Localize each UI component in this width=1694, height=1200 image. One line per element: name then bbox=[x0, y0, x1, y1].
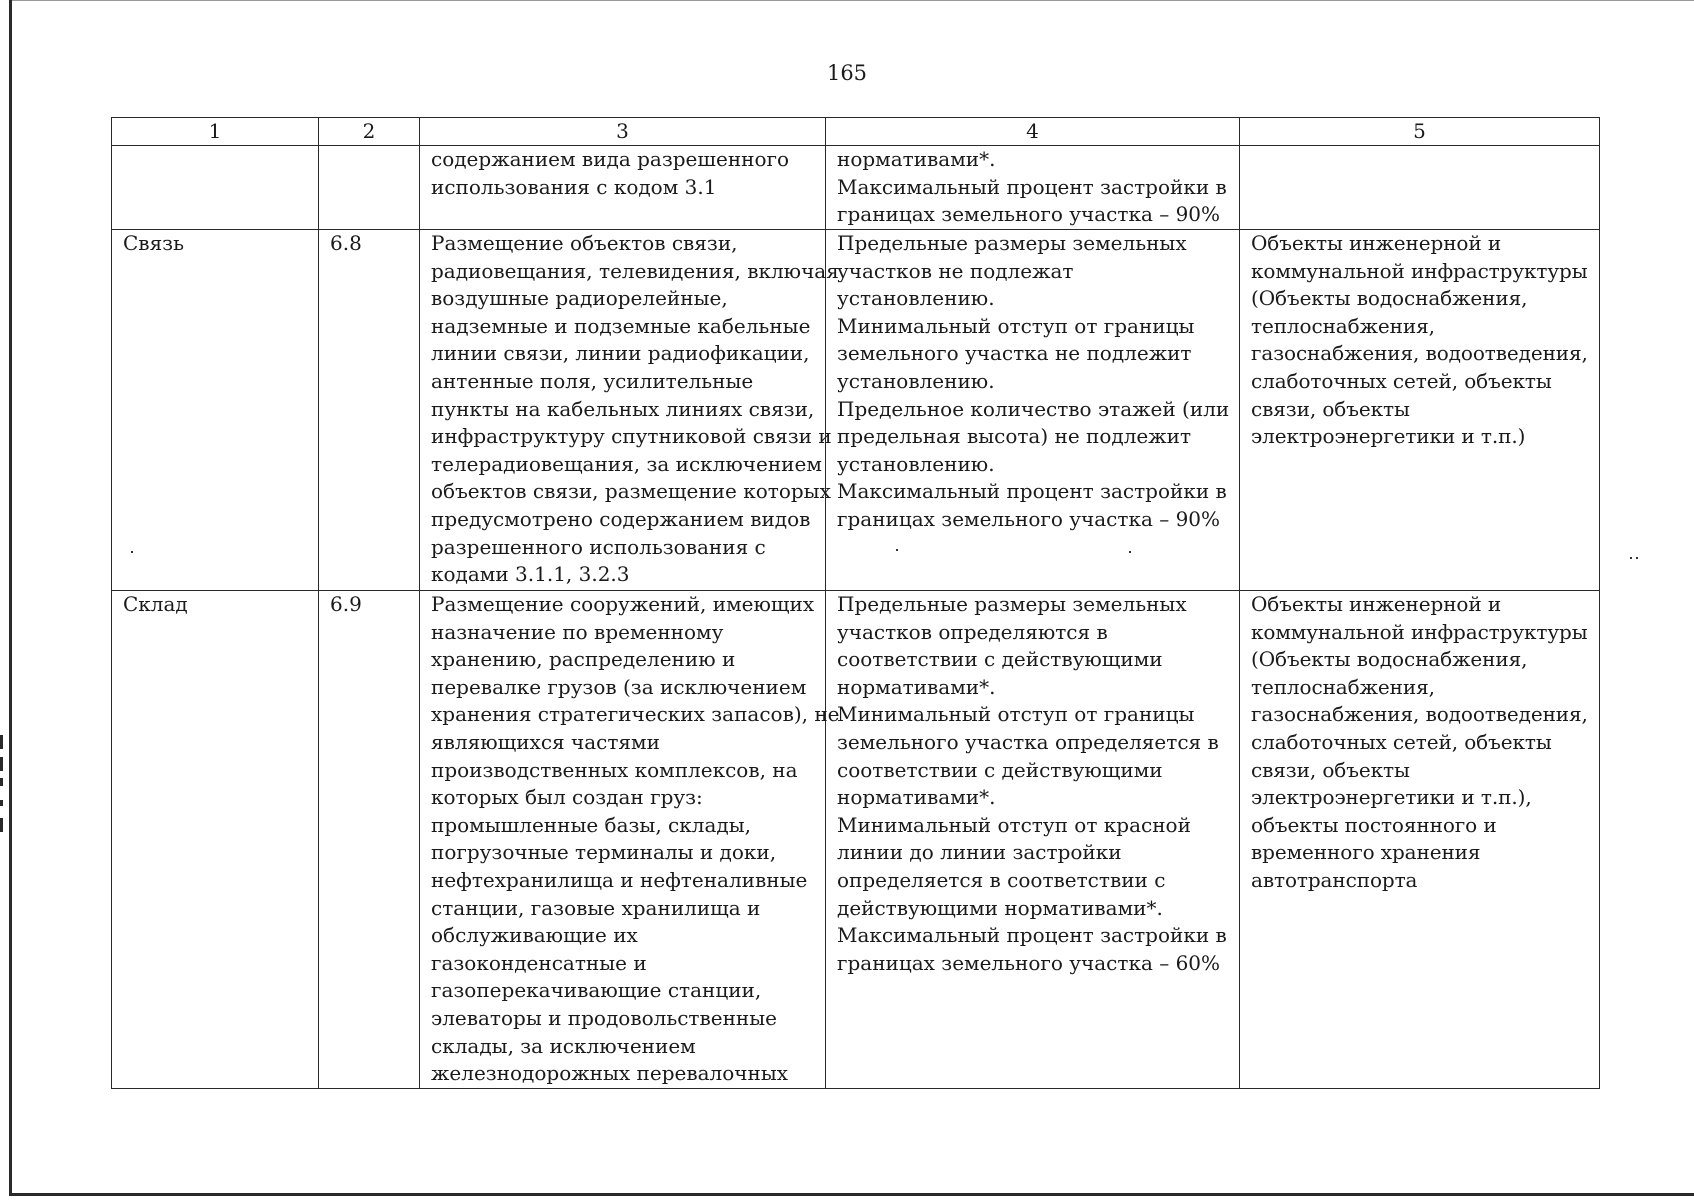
cell-text-line: коммунальной инфраструктуры bbox=[1251, 258, 1588, 283]
cell-text-line: разрешенного использования с bbox=[431, 534, 766, 559]
table-row bbox=[112, 230, 1600, 591]
cell-text-line: назначение по временному bbox=[431, 619, 724, 644]
scan-mark bbox=[0, 818, 3, 832]
cell-text-line: хранению, распределению и bbox=[431, 647, 736, 672]
cell-text-line: (Объекты водоснабжения, bbox=[1251, 286, 1528, 311]
cell-text-line: Размещение объектов связи, bbox=[431, 231, 738, 255]
cell-text-line: воздушные радиорелейные, bbox=[431, 286, 728, 311]
cell-text-line: Минимальный отступ от границы bbox=[837, 702, 1195, 727]
use-name-cell bbox=[112, 146, 319, 230]
page-number: 165 bbox=[826, 61, 868, 85]
cell-text-line: Объекты инженерной и bbox=[1251, 592, 1502, 616]
cell-text-line: объектов связи, размещение которых bbox=[431, 479, 831, 504]
cell-text-line: земельного участка не подлежит bbox=[837, 341, 1192, 366]
cell-text-line: нормативами*. bbox=[837, 785, 996, 810]
cell-text-line: Максимальный процент застройки в bbox=[837, 479, 1227, 504]
cell-text-line: границах земельного участка – 60% bbox=[837, 950, 1221, 975]
table-row bbox=[112, 591, 1600, 1089]
cell-text-line: железнодорожных перевалочных bbox=[431, 1061, 789, 1086]
cell-text-line: (Объекты водоснабжения, bbox=[1251, 647, 1528, 672]
cell-text-line: газоснабжения, водоотведения, bbox=[1251, 702, 1588, 727]
cell-text-line: радиовещания, телевидения, включая bbox=[431, 258, 839, 283]
cell-text-line: газоперекачивающие станции, bbox=[431, 978, 762, 1003]
cell-text-line: нормативами*. bbox=[837, 674, 996, 699]
scan-edge-left bbox=[9, 0, 12, 1196]
cell-text-line: Размещение сооружений, имеющих bbox=[431, 592, 815, 616]
cell-text-line: временного хранения bbox=[1251, 840, 1481, 865]
cell-text-line: Минимальный отступ от красной bbox=[837, 812, 1191, 837]
use-description-cell bbox=[420, 146, 826, 230]
cell-text-line: теплоснабжения, bbox=[1251, 313, 1435, 338]
use-name-cell bbox=[112, 591, 319, 1089]
cell-text-line: связи, объекты bbox=[1251, 396, 1410, 421]
cell-text-line: использования с кодом 3.1 bbox=[431, 174, 717, 199]
cell-text-line: Максимальный процент застройки в bbox=[837, 174, 1227, 199]
use-code-cell bbox=[319, 591, 420, 1089]
cell-text-line: газоконденсатные и bbox=[431, 950, 647, 975]
use-description-cell bbox=[420, 591, 840, 1089]
cell-text-line: действующими нормативами*. bbox=[837, 895, 1163, 920]
cell-text-line: нормативами*. bbox=[837, 147, 996, 171]
cell-text-line: установлению. bbox=[837, 451, 995, 476]
column-header: 5 bbox=[1240, 118, 1600, 146]
cell-text-line: инфраструктуру спутниковой связи и bbox=[431, 424, 832, 449]
cell-text: 6.8 bbox=[330, 231, 362, 255]
scan-edge-bottom bbox=[9, 1193, 1694, 1196]
cell-text-line: перевалке грузов (за исключением bbox=[431, 674, 807, 699]
use-name-cell bbox=[112, 230, 319, 591]
scan-mark bbox=[0, 800, 3, 806]
cell-text: Связь bbox=[123, 231, 184, 255]
cell-text-line: автотранспорта bbox=[1251, 867, 1418, 892]
cell-text-line: хранения стратегических запасов), не bbox=[431, 702, 840, 727]
scan-mark bbox=[0, 778, 3, 786]
use-parameters-cell bbox=[826, 230, 1240, 591]
cell-text-line: обслуживающие их bbox=[431, 923, 638, 948]
cell-text-line: установлению. bbox=[837, 286, 995, 311]
cell-text-line: соответствии с действующими bbox=[837, 647, 1163, 672]
auxiliary-uses-cell bbox=[1240, 591, 1600, 1089]
cell-text-line: участков не подлежат bbox=[837, 258, 1074, 283]
table-header-row bbox=[112, 118, 1600, 146]
cell-text-line: установлению. bbox=[837, 368, 995, 393]
cell-text-line: предусмотрено содержанием видов bbox=[431, 506, 811, 531]
cell-text: 6.9 bbox=[330, 592, 362, 616]
cell-text-line: слаботочных сетей, объекты bbox=[1251, 729, 1552, 754]
cell-text-line: антенные поля, усилительные bbox=[431, 368, 754, 393]
use-description-cell bbox=[420, 230, 839, 591]
cell-text-line: являющихся частями bbox=[431, 729, 660, 754]
table-row bbox=[112, 146, 1600, 230]
scan-mark bbox=[0, 757, 3, 771]
cell-text-line: содержанием вида разрешенного bbox=[431, 147, 790, 171]
cell-text-line: коммунальной инфраструктуры bbox=[1251, 619, 1588, 644]
cell-text-line: производственных комплексов, на bbox=[431, 757, 798, 782]
auxiliary-uses-cell bbox=[1240, 230, 1600, 591]
cell-text-line: электроэнергетики и т.п.) bbox=[1251, 424, 1526, 449]
cell-text-line: электроэнергетики и т.п.), bbox=[1251, 785, 1532, 810]
scan-speck bbox=[1630, 557, 1632, 559]
column-header: 3 bbox=[420, 118, 826, 146]
scan-speck bbox=[1636, 557, 1638, 559]
cell-text-line: соответствии с действующими bbox=[837, 757, 1163, 782]
column-header: 4 bbox=[826, 118, 1240, 146]
cell-text-line: телерадиовещания, за исключением bbox=[431, 451, 822, 476]
cell-text-line: погрузочные терминалы и доки, bbox=[431, 840, 777, 865]
cell-text-line: надземные и подземные кабельные bbox=[431, 313, 811, 338]
scan-mark bbox=[0, 735, 3, 749]
cell-text: Склад bbox=[123, 592, 188, 616]
auxiliary-uses-cell bbox=[1240, 146, 1600, 230]
column-header: 2 bbox=[319, 118, 420, 146]
use-parameters-cell bbox=[826, 591, 1240, 1089]
cell-text-line: земельного участка определяется в bbox=[837, 729, 1219, 754]
cell-text-line: промышленные базы, склады, bbox=[431, 812, 751, 837]
column-header: 1 bbox=[112, 118, 319, 146]
cell-text-line: Предельные размеры земельных bbox=[837, 592, 1187, 616]
cell-text-line: участков определяются в bbox=[837, 619, 1108, 644]
cell-text-line: элеваторы и продовольственные bbox=[431, 1005, 777, 1030]
cell-text-line: связи, объекты bbox=[1251, 757, 1410, 782]
cell-text-line: объекты постоянного и bbox=[1251, 812, 1497, 837]
cell-text-line: Предельные размеры земельных bbox=[837, 231, 1187, 255]
cell-text-line: теплоснабжения, bbox=[1251, 674, 1435, 699]
cell-text-line: линии связи, линии радиофикации, bbox=[431, 341, 810, 366]
cell-text-line: Предельное количество этажей (или bbox=[837, 396, 1230, 421]
cell-text-line: Минимальный отступ от границы bbox=[837, 313, 1195, 338]
use-code-cell bbox=[319, 230, 420, 591]
cell-text-line: слаботочных сетей, объекты bbox=[1251, 368, 1552, 393]
use-parameters-cell bbox=[826, 146, 1240, 230]
cell-text-line: Максимальный процент застройки в bbox=[837, 923, 1227, 948]
use-code-cell bbox=[319, 146, 420, 230]
cell-text-line: границах земельного участка – 90% bbox=[837, 202, 1221, 227]
cell-text-line: предельная высота) не подлежит bbox=[837, 424, 1192, 449]
scan-edge-top bbox=[12, 0, 1694, 1]
cell-text-line: границах земельного участка – 90% bbox=[837, 506, 1221, 531]
cell-text-line: пункты на кабельных линиях связи, bbox=[431, 396, 815, 421]
cell-text-line: определяется в соответствии с bbox=[837, 867, 1166, 892]
cell-text-line: нефтехранилища и нефтеналивные bbox=[431, 867, 808, 892]
zoning-table bbox=[111, 117, 1600, 1089]
cell-text-line: склады, за исключением bbox=[431, 1033, 696, 1058]
cell-text-line: станции, газовые хранилища и bbox=[431, 895, 761, 920]
cell-text-line: Объекты инженерной и bbox=[1251, 231, 1502, 255]
cell-text-line: кодами 3.1.1, 3.2.3 bbox=[431, 562, 630, 587]
cell-text-line: которых был создан груз: bbox=[431, 785, 703, 810]
cell-text-line: линии до линии застройки bbox=[837, 840, 1122, 865]
cell-text-line: газоснабжения, водоотведения, bbox=[1251, 341, 1588, 366]
